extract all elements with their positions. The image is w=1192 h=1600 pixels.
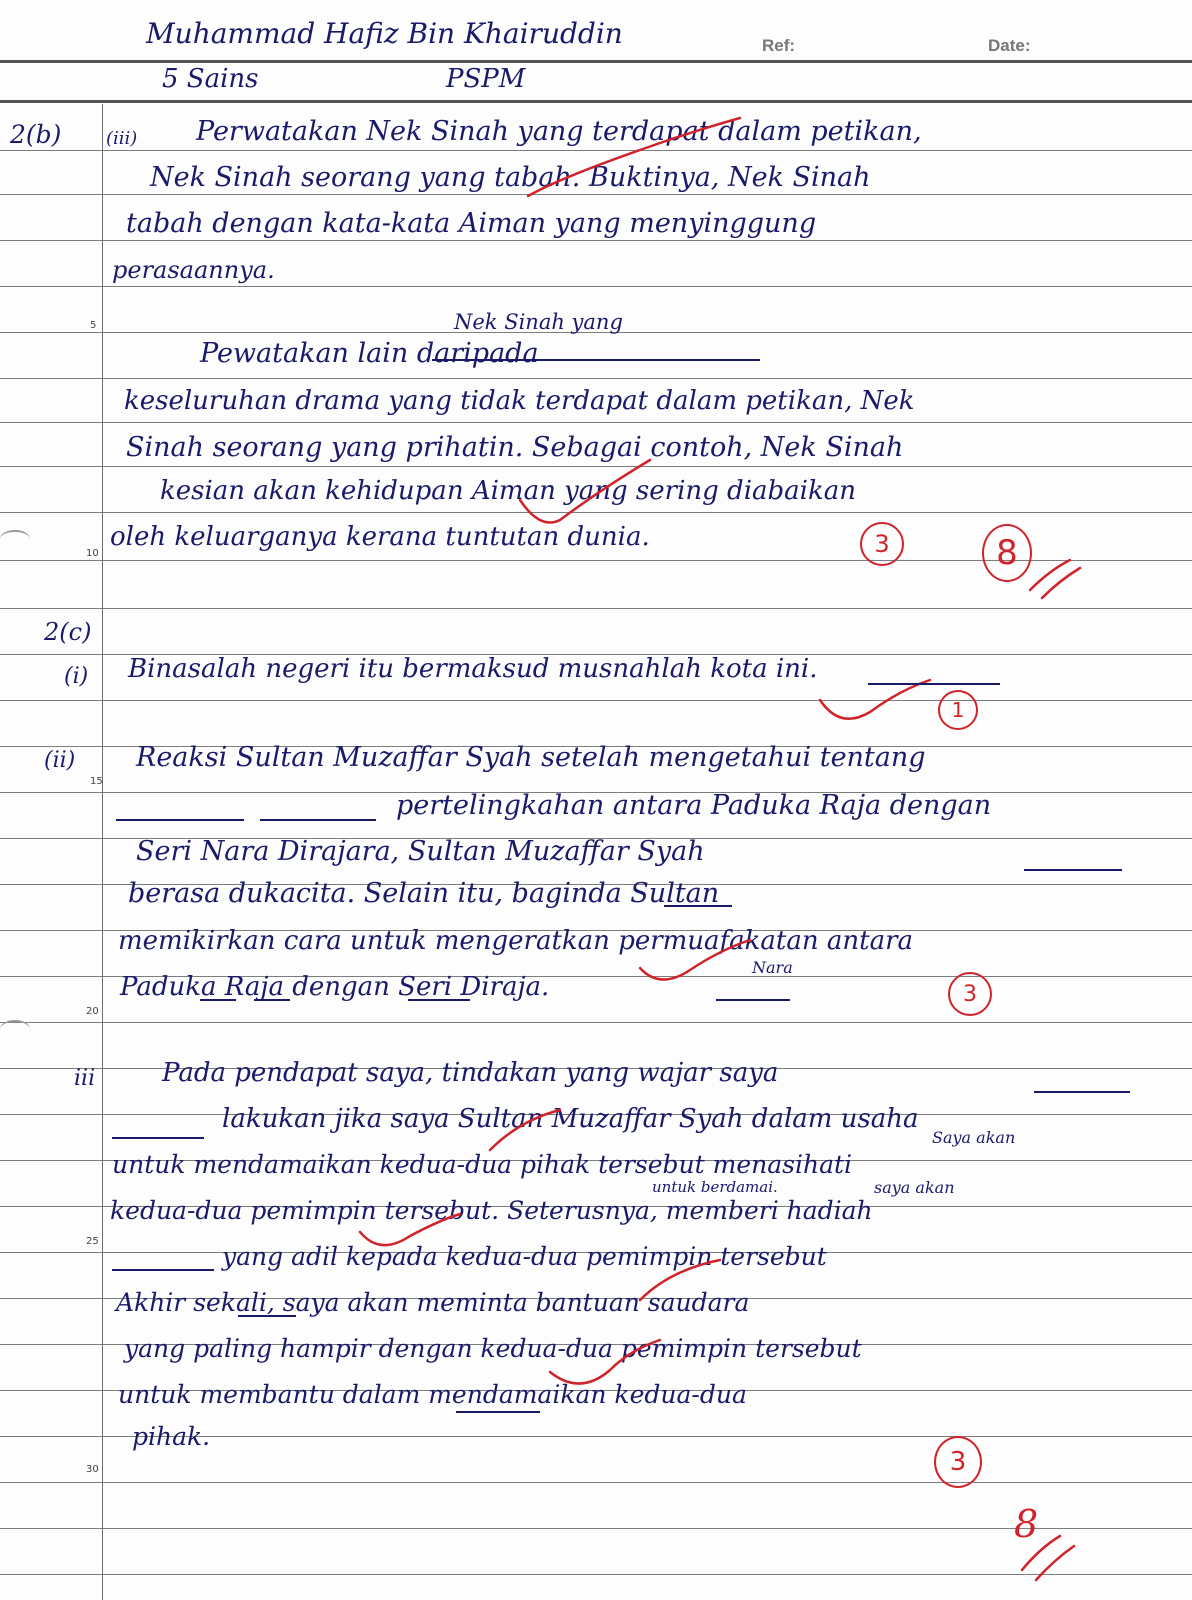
date-label: Date: xyxy=(988,36,1031,55)
subquestion-label: (ii) xyxy=(44,748,76,773)
subquestion-label: (iii) xyxy=(106,128,138,149)
answer-line: untuk mendamaikan kedua-dua pihak tersebut menasihati xyxy=(112,1150,853,1179)
answer-line: yang paling hampir dengan kedua-dua pemimpin tersebut xyxy=(124,1334,862,1363)
answer-line: Pewatakan lain daripada xyxy=(200,338,539,369)
line-number: 20 xyxy=(86,1006,99,1017)
line-number: 30 xyxy=(86,1464,99,1475)
line-number: 15 xyxy=(90,776,103,787)
tick-mark xyxy=(640,940,750,980)
answer-line: keseluruhan drama yang tidak terdapat dalam petikan, Nek xyxy=(124,386,915,416)
question-label-2b: 2(b) xyxy=(10,120,62,149)
student-name: Muhammad Hafiz Bin Khairuddin xyxy=(146,17,623,50)
answer-line: Seri Nara Dirajara, Sultan Muzaffar Syah xyxy=(136,836,705,867)
insertion-note: Saya akan xyxy=(932,1128,1016,1147)
answer-line: pertelingkahan antara Paduka Raja dengan xyxy=(396,790,992,821)
answer-line: kesian akan kehidupan Aiman yang sering diabaikan xyxy=(160,476,856,506)
answer-line: Reaksi Sultan Muzaffar Syah setelah mengetahui tentang xyxy=(136,742,926,773)
ref-label: Ref: xyxy=(762,36,796,55)
answer-line: Binasalah negeri itu bermaksud musnahlah kota ini. xyxy=(128,654,818,684)
answer-line: Nek Sinah seorang yang tabah. Buktinya, Nek Sinah xyxy=(150,162,871,193)
answer-line: Akhir sekali, saya akan meminta bantuan saudara xyxy=(116,1288,750,1317)
tick-mark xyxy=(550,1340,660,1384)
line-number: 25 xyxy=(86,1236,99,1247)
answer-line: lakukan jika saya Sultan Muzaffar Syah dalam usaha xyxy=(222,1104,919,1134)
answer-line: tabah dengan kata-kata Aiman yang menyinggung xyxy=(126,208,817,239)
tick-mark xyxy=(1022,1536,1074,1580)
tick-mark xyxy=(520,460,650,523)
answer-line: Pada pendapat saya, tindakan yang wajar saya xyxy=(162,1058,779,1088)
total-score-circle: 8 xyxy=(982,524,1032,582)
answer-line: Sinah seorang yang prihatin. Sebagai contoh, Nek Sinah xyxy=(126,432,904,463)
tick-mark xyxy=(490,1110,560,1150)
student-class: 5 Sains xyxy=(162,64,259,94)
answer-line: kedua-dua pemimpin tersebut. Seterusnya, memberi hadiah xyxy=(110,1196,873,1225)
question-label-2c: 2(c) xyxy=(44,618,92,646)
subject: PSPM xyxy=(446,64,526,94)
tick-mark xyxy=(820,680,930,719)
subquestion-label: (i) xyxy=(64,664,89,689)
insertion-note: untuk berdamai. xyxy=(652,1178,778,1196)
line-number: 5 xyxy=(90,320,97,331)
score-circle: 3 xyxy=(948,972,992,1016)
answer-line: oleh keluarganya kerana tuntutan dunia. xyxy=(110,522,650,552)
answer-line: berasa dukacita. Selain itu, baginda Sultan xyxy=(128,878,720,909)
answer-line: memikirkan cara untuk mengeratkan permuafakatan antara xyxy=(118,926,914,956)
tick-mark xyxy=(1030,560,1080,598)
insertion-note: Nek Sinah yang xyxy=(454,310,623,334)
score-circle: 1 xyxy=(938,690,978,730)
answer-line: yang adil kepada kedua-dua pemimpin tersebut xyxy=(222,1242,827,1271)
answer-line: Perwatakan Nek Sinah yang terdapat dalam petikan, xyxy=(196,116,922,147)
tick-mark xyxy=(360,1214,460,1245)
line-number: 10 xyxy=(86,548,99,559)
total-score: 8 xyxy=(1014,1502,1039,1546)
score-circle: 3 xyxy=(860,522,904,566)
score-circle: 3 xyxy=(934,1436,982,1488)
answer-line: perasaannya. xyxy=(112,256,275,284)
insertion-note: saya akan xyxy=(874,1178,955,1197)
tick-mark xyxy=(528,118,740,196)
strike-through xyxy=(112,1270,296,1316)
subquestion-label: iii xyxy=(74,1066,96,1091)
answer-line: pihak. xyxy=(132,1422,211,1451)
answer-line: Paduka Raja dengan Seri Diraja. xyxy=(120,972,550,1002)
insertion-note: Nara xyxy=(752,958,793,977)
tick-mark xyxy=(640,1260,720,1300)
answer-line: untuk membantu dalam mendamaikan kedua-dua xyxy=(118,1380,747,1409)
